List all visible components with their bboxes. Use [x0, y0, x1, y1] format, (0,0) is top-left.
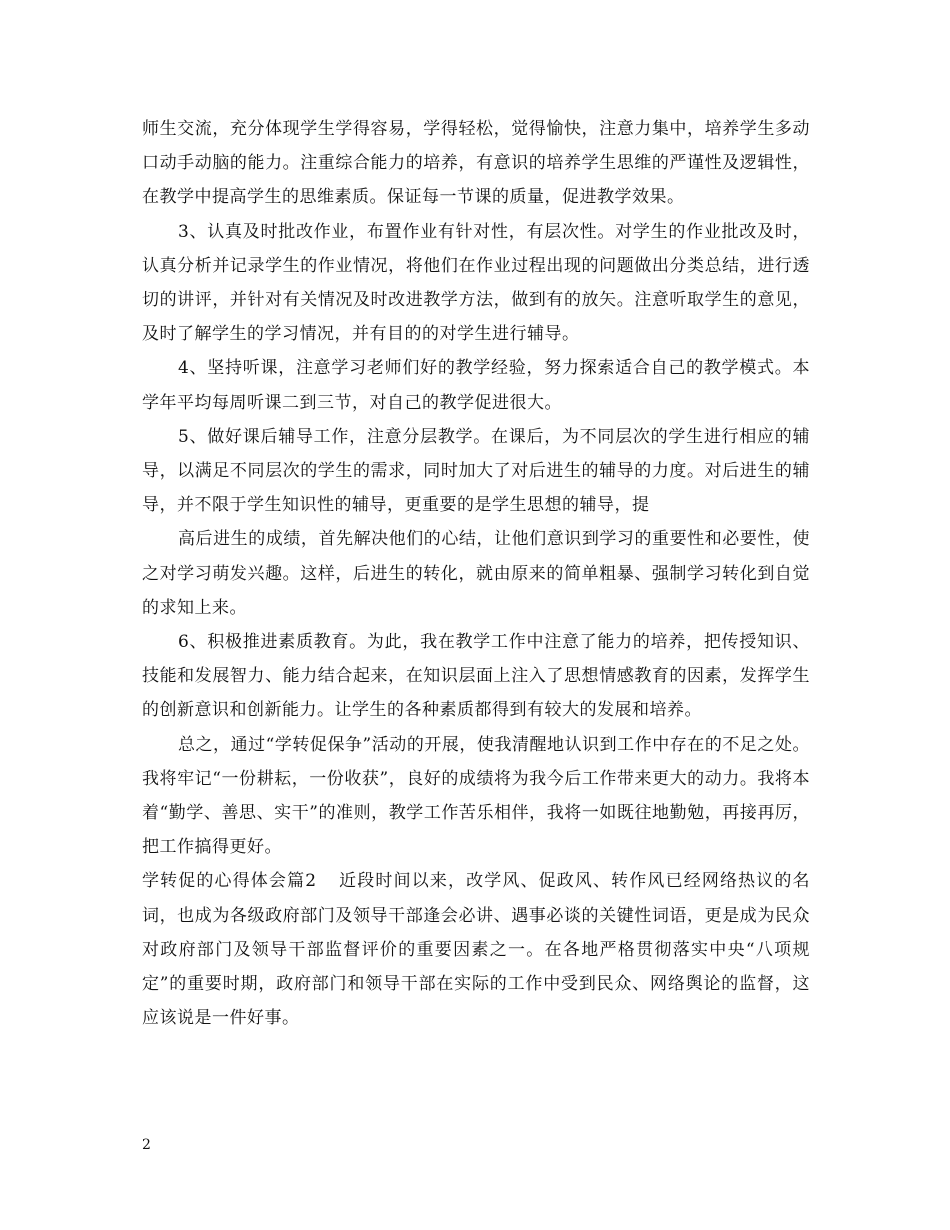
- paragraph-2: 3、认真及时批改作业，布置作业有针对性，有层次性。对学生的作业批改及时，认真分析并记录学生的作业情况，将他们在作业过程出现的问题做出分类总结，进行透切的讲评，并针对有关情况及时改进教学方法，做到有的放矢。注意听取学生的意见，及时了解学生的学习情况，并有目的的对学生进行辅导。: [142, 221, 810, 345]
- paragraph-4: 5、做好课后辅导工作，注意分层教学。在课后，为不同层次的学生进行相应的辅导，以满足不同层次的学生的需求，同时加大了对后进生的辅导的力度。对后进生的辅导，并不限于学生知识性的辅导，更重要的是学生思想的辅导，提: [142, 426, 810, 516]
- page-number: 2: [142, 1137, 151, 1153]
- paragraph-3: 4、坚持听课，注意学习老师们好的教学经验，努力探索适合自己的教学模式。本学年平均每周听课二到三节，对自己的教学促进很大。: [142, 358, 810, 413]
- paragraph-7: 总之，通过“学转促保争”活动的开展，使我清醒地认识到工作中存在的不足之处。我将牢记“一份耕耘，一份收获”，良好的成绩将为我今后工作带来更大的动力。我将本着“勤学、善思、实干”的准则，教学工作苦乐相伴，我将一如既往地勤勉，再接再厉，把工作搞得更好。: [142, 734, 810, 858]
- paragraph-5: 高后进生的成绩，首先解决他们的心结，让他们意识到学习的重要性和必要性，使之对学习萌发兴趣。这样，后进生的转化，就由原来的简单粗暴、强制学习转化到自觉的求知上来。: [142, 529, 810, 618]
- section-2-heading: 学转促的心得体会篇2: [142, 871, 317, 892]
- paragraph-1: 师生交流，充分体现学生学得容易，学得轻松，觉得愉快，注意力集中，培养学生多动口动手动脑的能力。注重综合能力的培养，有意识的培养学生思维的严谨性及逻辑性，在教学中提高学生的思维素质。保证每一节课的质量，促进教学效果。: [142, 119, 810, 208]
- section-2-paragraph: [142, 864, 810, 1035]
- document-body: [142, 112, 810, 1035]
- paragraph-6: 6、积极推进素质教育。为此，我在教学工作中注意了能力的培养，把传授知识、技能和发展智力、能力结合起来，在知识层面上注入了思想情感教育的因素，发挥学生的创新意识和创新能力。让学生的各种素质都得到有较大的发展和培养。: [142, 632, 810, 721]
- section-2-text: 近段时间以来，改学风、促政风、转作风已经网络热议的名词，也成为各级政府部门及领导干部逢会必讲、遇事必谈的关键性词语，更是成为民众对政府部门及领导干部监督评价的重要因素之一。在各地严格贯彻落实中央“八项规定”的重要时期，政府部门和领导干部在实际的工作中受到民众、网络舆论的监督，这应该说是一件好事。: [142, 871, 811, 1029]
